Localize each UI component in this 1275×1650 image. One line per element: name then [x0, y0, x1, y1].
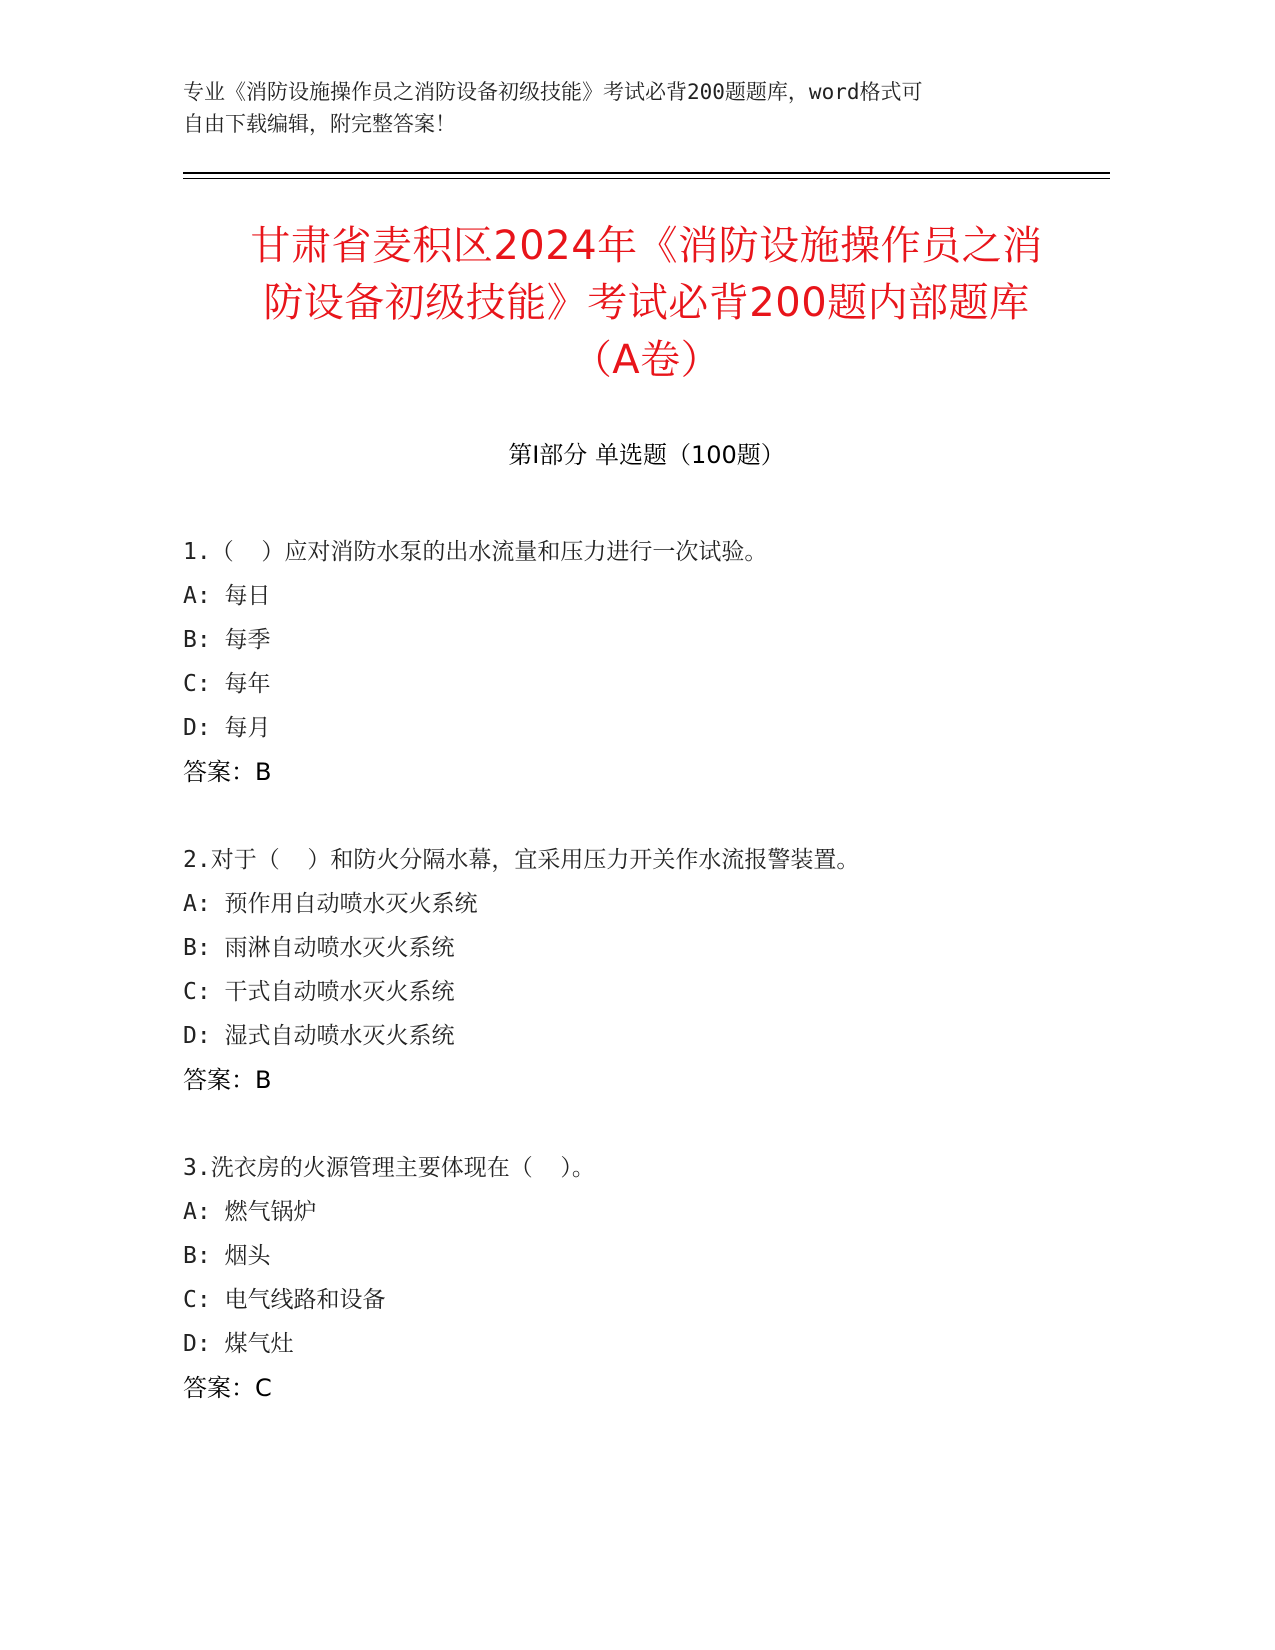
header-note — [183, 76, 1083, 140]
answer-label: 答案：B — [183, 1066, 272, 1094]
header-note-line-2: 自由下载编辑，附完整答案！ — [183, 112, 456, 136]
answer-label: 答案：C — [183, 1374, 272, 1402]
option-b: B: 每季 — [183, 627, 271, 653]
question-stem: 2.对于（ ）和防火分隔水幕，宜采用压力开关作水流报警装置。 — [183, 847, 860, 873]
header-divider-thick — [183, 172, 1110, 174]
question-item — [183, 838, 1110, 1102]
section-heading: 第I部分 单选题（100题） — [508, 441, 785, 469]
option-d: D: 每月 — [183, 715, 271, 741]
option-b: B: 雨淋自动喷水灭火系统 — [183, 935, 455, 961]
option-c: C: 电气线路和设备 — [183, 1287, 386, 1313]
option-a: A: 预作用自动喷水灭火系统 — [183, 891, 478, 917]
question-item — [183, 530, 1110, 794]
document-title-line-2: 防设备初级技能》考试必背200题内部题库 — [263, 280, 1030, 326]
option-a: A: 燃气锅炉 — [183, 1199, 317, 1225]
question-stem: 1.（ ）应对消防水泵的出水流量和压力进行一次试验。 — [183, 539, 768, 565]
header-divider-thin — [183, 178, 1110, 179]
header-note-line-1: 专业《消防设施操作员之消防设备初级技能》考试必背200题题库，word格式可 — [183, 80, 923, 104]
option-d: D: 湿式自动喷水灭火系统 — [183, 1023, 455, 1049]
option-a: A: 每日 — [183, 583, 271, 609]
option-c: C: 每年 — [183, 671, 271, 697]
document-title-line-3: （A卷） — [571, 337, 722, 383]
question-item — [183, 1146, 1110, 1410]
question-list — [183, 530, 1110, 1410]
document-title-line-1: 甘肃省麦积区2024年《消防设施操作员之消 — [250, 223, 1043, 269]
option-d: D: 煤气灶 — [183, 1331, 294, 1357]
document-title — [183, 218, 1110, 389]
option-c: C: 干式自动喷水灭火系统 — [183, 979, 455, 1005]
question-stem: 3.洗衣房的火源管理主要体现在（ ）。 — [183, 1155, 595, 1181]
answer-label: 答案：B — [183, 758, 272, 786]
option-b: B: 烟头 — [183, 1243, 271, 1269]
